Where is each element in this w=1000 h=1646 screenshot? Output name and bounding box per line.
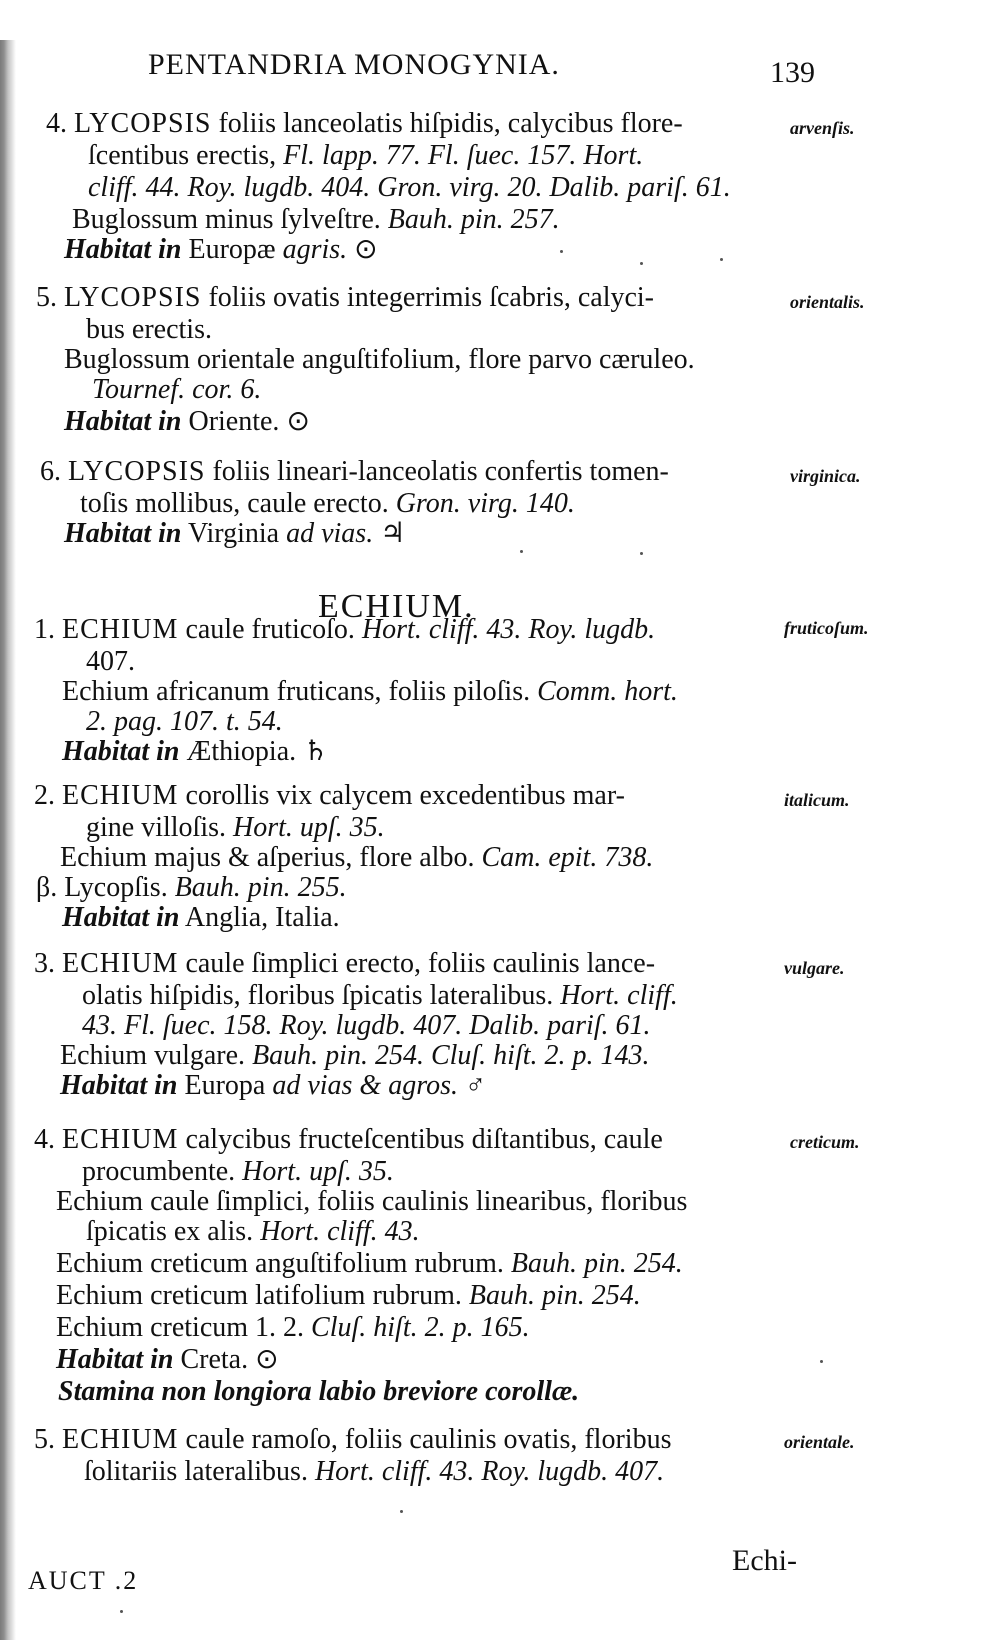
entry-line: Echium creticum anguſtifolium rubrum. Bauh. pin. 254. <box>56 1248 683 1279</box>
ink-speck <box>640 262 643 265</box>
entry-line: Echium caule ſimplici, foliis caulinis linearibus, floribus <box>56 1186 688 1217</box>
entry-line: Echium africanum fruticans, foliis piloſis. Comm. hort. <box>62 676 678 707</box>
entry-line: 1. ECHIUM caule fruticoſo. Hort. cliff. 43. Roy. lugdb. <box>34 614 656 645</box>
entry-line: 5. ECHIUM caule ramoſo, foliis caulinis ovatis, floribus <box>34 1424 672 1455</box>
habitat-line: Habitat in Europa ad vias & agros. ♂ <box>60 1070 486 1101</box>
signature-mark: AUCT .2 <box>28 1566 139 1595</box>
shrub-symbol-icon: ♄ <box>296 736 329 767</box>
margin-species-name: orientale. <box>784 1432 855 1452</box>
page-number: 139 <box>770 56 815 89</box>
margin-species-name: virginica. <box>790 466 861 486</box>
ink-speck <box>400 1510 403 1513</box>
entry-line: 4. LYCOPSIS foliis lanceolatis hiſpidis, calycibus flore- <box>46 108 683 139</box>
entry-line: Echium majus & aſperius, flore albo. Cam. epit. 738. <box>60 842 654 873</box>
entry-line: ſpicatis ex alis. Hort. cliff. 43. <box>86 1216 420 1247</box>
entry-line: cliff. 44. Roy. lugdb. 404. Gron. virg. 20. Dalib. pariſ. 61. <box>88 172 731 203</box>
note-line: Stamina non longiora labio breviore corollæ. <box>58 1376 580 1407</box>
entry-line: Buglossum minus ſylveſtre. Bauh. pin. 257. <box>72 204 560 235</box>
annual-symbol-icon: ⊙ <box>279 406 310 437</box>
book-spine-shadow <box>0 40 18 1640</box>
entry-line: ſolitariis lateralibus. Hort. cliff. 43. Roy. lugdb. 407. <box>84 1456 665 1487</box>
margin-species-name: creticum. <box>790 1132 860 1152</box>
entry-line: 3. ECHIUM caule ſimplici erecto, foliis caulinis lance- <box>34 948 656 979</box>
entry-line: Echium creticum 1. 2. Cluſ. hiſt. 2. p. 165. <box>56 1312 530 1343</box>
margin-species-name: arvenſis. <box>790 118 855 138</box>
habitat-line: Habitat in Creta. ⊙ <box>56 1344 279 1375</box>
entry-line: procumbente. Hort. upſ. 35. <box>82 1156 394 1187</box>
habitat-line: Habitat in Æthiopia. ♄ <box>62 736 329 767</box>
margin-species-name: italicum. <box>784 790 850 810</box>
entry-line: 6. LYCOPSIS foliis lineari-lanceolatis confertis tomen- <box>40 456 669 487</box>
ink-speck <box>820 1360 823 1363</box>
ink-speck <box>640 552 643 555</box>
entry-line: bus erectis. <box>86 314 212 345</box>
running-head: PENTANDRIA MONOGYNIA. <box>148 48 560 81</box>
catchword: Echi- <box>732 1544 797 1577</box>
entry-line: Tournef. cor. 6. <box>92 374 262 405</box>
perennial-symbol-icon: ♃ <box>373 518 406 549</box>
ink-speck <box>120 1610 123 1613</box>
annual-symbol-icon: ⊙ <box>248 1344 279 1375</box>
biennial-symbol-icon: ♂ <box>457 1070 486 1101</box>
entry-line: 2. ECHIUM corollis vix calycem excedentibus mar- <box>34 780 625 811</box>
entry-line: 2. pag. 107. t. 54. <box>86 706 283 737</box>
habitat-line: Habitat in Virginia ad vias. ♃ <box>64 518 406 549</box>
habitat-line: Habitat in Anglia, Italia. <box>62 902 340 933</box>
habitat-line: Habitat in Oriente. ⊙ <box>64 406 310 437</box>
margin-species-name: vulgare. <box>784 958 845 978</box>
entry-line: Echium vulgare. Bauh. pin. 254. Cluſ. hiſt. 2. p. 143. <box>60 1040 650 1071</box>
entry-line: ſcentibus erectis, Fl. lapp. 77. Fl. ſuec. 157. Hort. <box>88 140 644 171</box>
entry-line: Buglossum orientale anguſtifolium, flore parvo cæruleo. <box>64 344 695 375</box>
entry-line: gine villoſis. Hort. upſ. 35. <box>86 812 385 843</box>
margin-species-name: orientalis. <box>790 292 865 312</box>
entry-line: 4. ECHIUM calycibus fructeſcentibus diſtantibus, caule <box>34 1124 663 1155</box>
entry-line: Echium creticum latifolium rubrum. Bauh. pin. 254. <box>56 1280 641 1311</box>
annual-symbol-icon: ⊙ <box>347 234 378 265</box>
entry-line: toſis mollibus, caule erecto. Gron. virg. 140. <box>80 488 575 519</box>
margin-species-name: fruticoſum. <box>784 618 869 638</box>
ink-speck <box>560 250 563 253</box>
section-title: ECHIUM. <box>318 588 475 625</box>
entry-line: 407. <box>86 646 135 677</box>
ink-speck <box>720 258 723 261</box>
habitat-line: Habitat in Europæ agris. ⊙ <box>64 234 378 265</box>
ink-speck <box>520 550 523 553</box>
entry-line: 43. Fl. ſuec. 158. Roy. lugdb. 407. Dalib. pariſ. 61. <box>82 1010 651 1041</box>
entry-line: olatis hiſpidis, floribus ſpicatis lateralibus. Hort. cliff. <box>82 980 678 1011</box>
entry-line: β. Lycopſis. Bauh. pin. 255. <box>36 872 347 903</box>
entry-line: 5. LYCOPSIS foliis ovatis integerrimis ſcabris, calyci- <box>36 282 655 313</box>
